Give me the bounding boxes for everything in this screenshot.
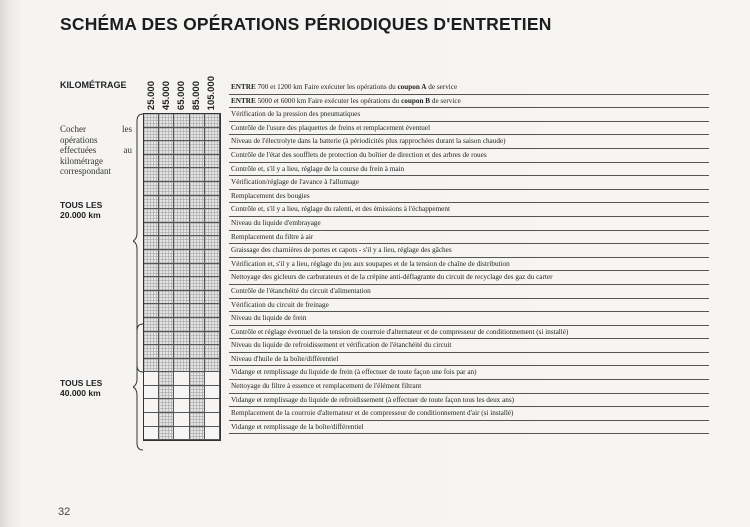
km-column-header — [173, 70, 189, 110]
grid-cell-blank — [144, 399, 159, 413]
checkbox-cell[interactable] — [190, 345, 205, 359]
checkbox-cell[interactable] — [159, 141, 174, 155]
checkbox-cell[interactable] — [174, 304, 189, 318]
checkbox-cell[interactable] — [190, 114, 205, 128]
grid-cell-blank — [174, 399, 189, 413]
checkbox-cell[interactable] — [205, 291, 220, 305]
checkbox-cell[interactable] — [144, 332, 159, 346]
grid-row — [144, 359, 220, 373]
grid-row — [144, 209, 220, 223]
checkbox-cell[interactable] — [144, 236, 159, 250]
checkbox-cell[interactable] — [205, 141, 220, 155]
page-number: 32 — [58, 506, 71, 518]
km-column-label: 105.000 — [205, 75, 217, 110]
checkbox-cell[interactable] — [205, 318, 220, 332]
checkbox-cell[interactable] — [174, 141, 189, 155]
checkbox-cell[interactable] — [144, 168, 159, 182]
checkbox-cell[interactable] — [190, 196, 205, 210]
checkbox-cell[interactable] — [174, 236, 189, 250]
operation-row: Contrôle et, s'il y a lieu, réglage de la course du frein à main — [229, 163, 709, 177]
coupon-prefix: ENTRE — [231, 83, 256, 91]
grid-row — [144, 304, 220, 318]
coupon-suffix: de service — [431, 96, 461, 105]
checkbox-cell[interactable] — [174, 332, 189, 346]
grid-cell-blank — [205, 386, 220, 400]
checkbox-cell[interactable] — [190, 427, 205, 441]
operation-row: Vérification/réglage de l'avance à l'allumage — [229, 176, 709, 190]
coupon-range: 5000 et 6000 km — [257, 96, 307, 105]
checkbox-cell[interactable] — [144, 264, 159, 278]
kilometrage-label: KILOMÉTRAGE — [60, 80, 127, 90]
checkbox-cell[interactable] — [144, 128, 159, 142]
checkbox-cell[interactable] — [205, 155, 220, 169]
checkbox-cell[interactable] — [190, 399, 205, 413]
checkbox-cell[interactable] — [174, 264, 189, 278]
km-column-header — [158, 70, 174, 110]
checkbox-cell[interactable] — [144, 250, 159, 264]
km-column-header — [188, 70, 204, 110]
operation-row: Niveau du liquide de frein — [229, 312, 709, 326]
checkbox-cell[interactable] — [174, 114, 189, 128]
grid-row — [144, 168, 220, 182]
grid-cell-blank — [205, 399, 220, 413]
checkbox-cell[interactable] — [159, 236, 174, 250]
checkbox-cell[interactable] — [205, 196, 220, 210]
operation-row: Graissage des charnières de portes et capots - s'il y a lieu, réglage des gâches — [229, 244, 709, 258]
checkbox-cell[interactable] — [159, 413, 174, 427]
checkbox-cell[interactable] — [144, 223, 159, 237]
operation-row: Vidange et remplissage de la boîte/différentiel — [229, 421, 709, 435]
checkbox-cell[interactable] — [174, 196, 189, 210]
operation-row: Contrôle et réglage éventuel de la tension de courroie d'alternateur et de compresseur de conditionnement (si installé) — [229, 326, 709, 340]
checkbox-cell[interactable] — [159, 209, 174, 223]
checkbox-cell[interactable] — [159, 399, 174, 413]
group-label-line: TOUS LES — [60, 378, 103, 388]
checkbox-cell[interactable] — [205, 114, 220, 128]
coupon-range: 700 et 1200 km — [257, 83, 303, 91]
checkbox-cell[interactable] — [174, 277, 189, 291]
checkbox-cell[interactable] — [174, 223, 189, 237]
grid-row — [144, 223, 220, 237]
grid-cell-blank — [144, 413, 159, 427]
checkbox-cell[interactable] — [159, 182, 174, 196]
checkbox-cell[interactable] — [190, 128, 205, 142]
checkbox-cell[interactable] — [144, 182, 159, 196]
grid-cell-blank — [174, 427, 189, 441]
checkbox-cell[interactable] — [174, 182, 189, 196]
checkbox-cell[interactable] — [205, 359, 220, 373]
checkbox-cell[interactable] — [174, 168, 189, 182]
km-column-label: 45.000 — [160, 80, 172, 110]
checkbox-cell[interactable] — [190, 236, 205, 250]
checkbox-cell[interactable] — [159, 386, 174, 400]
checkbox-cell[interactable] — [174, 345, 189, 359]
grid-cell-blank — [144, 427, 159, 441]
operation-row: Nettoyage du filtre à essence et remplacement de l'élément filtrant — [229, 380, 709, 394]
grid-row — [144, 427, 220, 441]
checkbox-cell[interactable] — [144, 155, 159, 169]
checkbox-cell[interactable] — [174, 209, 189, 223]
checkbox-cell[interactable] — [205, 264, 220, 278]
operation-row: Contrôle et, s'il y a lieu, réglage du ralenti, et des émissions à l'échappement — [229, 203, 709, 217]
checkbox-cell[interactable] — [159, 196, 174, 210]
group-label-line: 40.000 km — [60, 388, 101, 398]
checkbox-cell[interactable] — [159, 277, 174, 291]
grid-row — [144, 332, 220, 346]
operations-list — [229, 81, 709, 434]
operation-row: Vérification de la pression des pneumatiques — [229, 108, 709, 122]
checkbox-cell[interactable] — [174, 359, 189, 373]
checkbox-cell[interactable] — [159, 318, 174, 332]
coupon-row — [229, 81, 709, 95]
grid-row — [144, 236, 220, 250]
operation-row: Niveau d'huile de la boîte/différentiel — [229, 353, 709, 367]
km-column-label: 25.000 — [145, 80, 157, 110]
coupon-text: Faire exécuter les opérations du — [307, 96, 400, 105]
checkbox-cell[interactable] — [159, 359, 174, 373]
checkbox-cell[interactable] — [144, 277, 159, 291]
grid-row — [144, 182, 220, 196]
operation-row: Contrôle de l'état des soufflets de protection du boîtier de direction et des arbres de roues — [229, 149, 709, 163]
km-column-label: 65.000 — [175, 80, 187, 110]
checkbox-cell[interactable] — [190, 359, 205, 373]
checkbox-cell[interactable] — [159, 168, 174, 182]
coupon-row — [229, 95, 709, 109]
grid-row — [144, 372, 220, 386]
operation-row: Niveau de l'électrolyte dans la batterie (à périodicités plus rapprochées durant la saison chaude) — [229, 135, 709, 149]
checkbox-cell[interactable] — [190, 223, 205, 237]
grid-cell-blank — [174, 413, 189, 427]
checkbox-cell[interactable] — [190, 168, 205, 182]
grid-cell-blank — [174, 386, 189, 400]
checkbox-cell[interactable] — [205, 209, 220, 223]
checkbox-cell[interactable] — [190, 386, 205, 400]
coupon-name: coupon B — [401, 96, 431, 105]
checkbox-cell[interactable] — [174, 291, 189, 305]
checkbox-cell[interactable] — [190, 264, 205, 278]
grid-row — [144, 141, 220, 155]
grid-row — [144, 399, 220, 413]
grid-cell-blank — [144, 372, 159, 386]
checkbox-cell[interactable] — [190, 291, 205, 305]
group-label-line: 20.000 km — [60, 210, 101, 220]
checkbox-cell[interactable] — [144, 291, 159, 305]
checkbox-cell[interactable] — [190, 141, 205, 155]
km-column-label: 85.000 — [190, 80, 202, 110]
checkbox-cell[interactable] — [159, 372, 174, 386]
km-column-header — [203, 70, 219, 110]
checkbox-cell[interactable] — [144, 318, 159, 332]
operation-row: Contrôle de l'usure des plaquettes de freins et remplacement éventuel — [229, 122, 709, 136]
grid-cell-blank — [205, 372, 220, 386]
group-label-20000 — [60, 200, 102, 220]
grid-cell-blank — [205, 413, 220, 427]
grid-row — [144, 250, 220, 264]
grid-cell-blank — [174, 372, 189, 386]
grid-row — [144, 128, 220, 142]
operation-row: Vidange et remplissage du liquide de refroidissement (à effectuer de toute façon tous les deux ans) — [229, 394, 709, 408]
checkbox-cell[interactable] — [174, 318, 189, 332]
operation-row: Remplacement du filtre à air — [229, 231, 709, 245]
checkbox-cell[interactable] — [144, 141, 159, 155]
checkbox-cell[interactable] — [205, 168, 220, 182]
operation-row: Niveau du liquide d'embrayage — [229, 217, 709, 231]
checkbox-cell[interactable] — [190, 304, 205, 318]
coupon-prefix: ENTRE — [231, 96, 256, 105]
checkbox-cell[interactable] — [159, 155, 174, 169]
checkbox-cell[interactable] — [205, 304, 220, 318]
coupon-suffix: de service — [428, 83, 458, 91]
operation-row: Vérification et, s'il y a lieu, réglage du jeu aux soupapes et de la tension de chaîne de distribution — [229, 258, 709, 272]
checkbox-cell[interactable] — [190, 413, 205, 427]
instruction-note: Cocher les opérations effectuées au kilométrage correspondant — [60, 124, 132, 176]
checkbox-cell[interactable] — [205, 345, 220, 359]
grid-row — [144, 386, 220, 400]
operation-row: Remplacement des bougies — [229, 190, 709, 204]
operation-row: Remplacement de la courroie d'alternateur et de compresseur de conditionnement d'air (si installé) — [229, 407, 709, 421]
checkbox-cell[interactable] — [190, 318, 205, 332]
checkbox-cell[interactable] — [159, 345, 174, 359]
grid-cell-blank — [144, 386, 159, 400]
checkbox-cell[interactable] — [205, 332, 220, 346]
checkbox-cell[interactable] — [205, 236, 220, 250]
grid-row — [144, 413, 220, 427]
checkbox-cell[interactable] — [159, 264, 174, 278]
coupon-text: Faire exécuter les opérations du — [304, 83, 396, 91]
group-label-40000 — [60, 378, 102, 398]
checkbox-cell[interactable] — [205, 277, 220, 291]
checkbox-cell[interactable] — [159, 128, 174, 142]
checkbox-cell[interactable] — [159, 114, 174, 128]
coupon-name: coupon A — [397, 83, 427, 91]
grid-row — [144, 291, 220, 305]
checkbox-cell[interactable] — [205, 223, 220, 237]
group-label-line: TOUS LES — [60, 200, 103, 210]
checkbox-cell[interactable] — [190, 250, 205, 264]
checkbox-cell[interactable] — [159, 304, 174, 318]
grid-row — [144, 155, 220, 169]
checkbox-cell[interactable] — [144, 209, 159, 223]
checkbox-cell[interactable] — [144, 359, 159, 373]
checkbox-cell[interactable] — [190, 209, 205, 223]
checkbox-cell[interactable] — [190, 155, 205, 169]
checkbox-cell[interactable] — [159, 223, 174, 237]
page-title: SCHÉMA DES OPÉRATIONS PÉRIODIQUES D'ENTRETIEN — [60, 14, 552, 34]
checkbox-cell[interactable] — [144, 196, 159, 210]
operation-row: Nettoyage des gicleurs de carburateurs et de la crépine anti-déflagrante du circuit de recyclage des gaz du carter — [229, 271, 709, 285]
grid-row — [144, 264, 220, 278]
grid-row — [144, 114, 220, 128]
checkbox-cell[interactable] — [190, 332, 205, 346]
grid-row — [144, 277, 220, 291]
checkbox-grid — [143, 113, 221, 441]
checkbox-cell[interactable] — [144, 114, 159, 128]
grid-cell-blank — [205, 427, 220, 441]
grid-row — [144, 345, 220, 359]
checkbox-cell[interactable] — [205, 250, 220, 264]
checkbox-cell[interactable] — [159, 427, 174, 441]
checkbox-cell[interactable] — [190, 372, 205, 386]
checkbox-cell[interactable] — [174, 128, 189, 142]
checkbox-cell[interactable] — [159, 332, 174, 346]
operation-row: Contrôle de l'étanchéité du circuit d'alimentation — [229, 285, 709, 299]
checkbox-cell[interactable] — [144, 304, 159, 318]
checkbox-cell[interactable] — [174, 250, 189, 264]
checkbox-cell[interactable] — [190, 277, 205, 291]
checkbox-cell[interactable] — [174, 155, 189, 169]
checkbox-cell[interactable] — [205, 182, 220, 196]
km-column-header — [143, 70, 159, 110]
operation-row: Vidange et remplissage du liquide de frein (à effectuer de toute façon une fois par an) — [229, 366, 709, 380]
grid-row — [144, 318, 220, 332]
checkbox-cell[interactable] — [159, 250, 174, 264]
grid-row — [144, 196, 220, 210]
operation-row: Niveau du liquide de refroidissement et vérification de l'étanchéité du circuit — [229, 339, 709, 353]
checkbox-cell[interactable] — [205, 128, 220, 142]
checkbox-cell[interactable] — [144, 345, 159, 359]
checkbox-cell[interactable] — [159, 291, 174, 305]
operation-row: Vérification du circuit de freinage — [229, 299, 709, 313]
checkbox-cell[interactable] — [190, 182, 205, 196]
